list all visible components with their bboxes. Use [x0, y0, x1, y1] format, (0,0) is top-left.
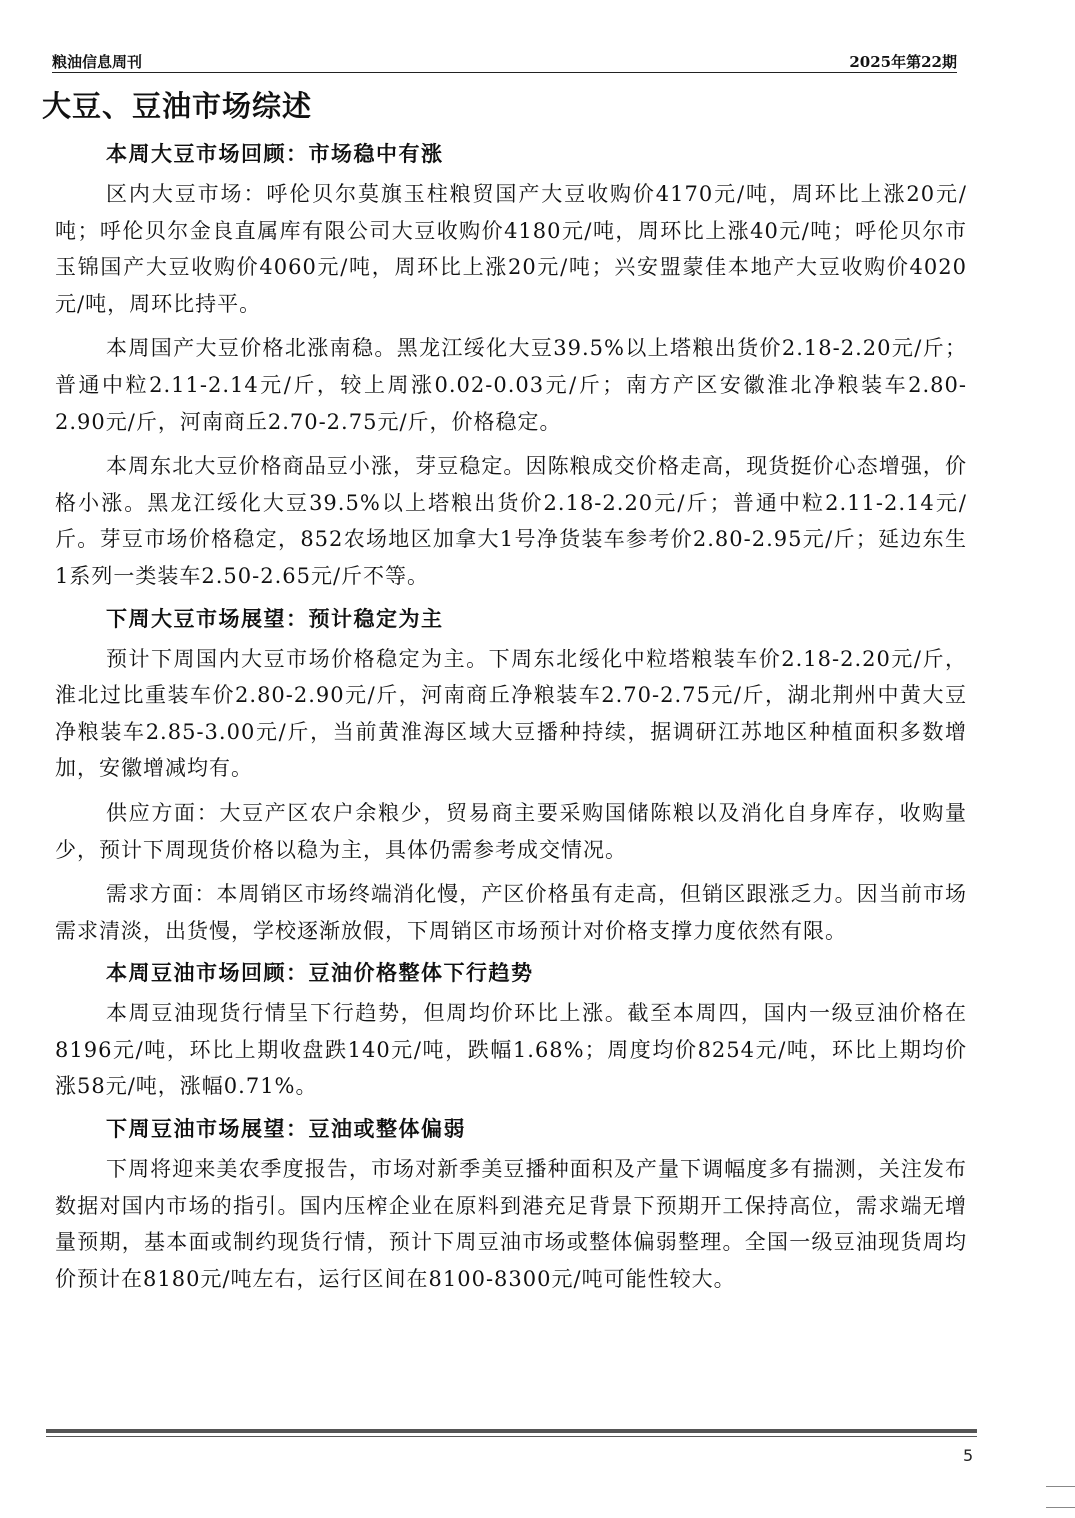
paragraph: 预计下周国内大豆市场价格稳定为主。下周东北绥化中粒塔粮装车价2.18-2.20元/斤，淮北过比重装车价2.80-2.90元/斤，河南商丘净粮装车2.70-2.75元/斤，湖北荆州中黄大豆净粮装车2.85-3.00元/斤，当前黄淮海区域大豆播种持续，据调研江苏地区种植面积多数增加，安徽增减均有。: [55, 646, 967, 781]
paragraph: 区内大豆市场：呼伦贝尔莫旗玉柱粮贸国产大豆收购价4170元/吨，周环比上涨20元/吨；呼伦贝尔金良直属库有限公司大豆收购价4180元/吨，周环比上涨40元/吨；呼伦贝尔市玉锦国产大豆收购价4060元/吨，周环比上涨20元/吨；兴安盟蒙佳本地产大豆收购价4020元/吨，周环比持平。: [55, 182, 967, 316]
paragraph: 本周东北大豆价格商品豆小涨，芽豆稳定。因陈粮成交价格走高，现货挺价心态增强，价格小涨。黑龙江绥化大豆39.5%以上塔粮出货价2.18-2.20元/斤；普通中粒2.11-2.14元/斤。芽豆市场价格稳定，852农场地区加拿大1号净货装车参考价2.80-2.95元/斤；延边东生1系列一类装车2.50-2.65元/斤不等。: [55, 454, 967, 588]
paragraph: 下周将迎来美农季度报告，市场对新季美豆播种面积及产量下调幅度多有揣测，关注发布数据对国内市场的指引。国内压榨企业在原料到港充足背景下预期开工保持高位，需求端无增量预期，基本面或制约现货行情，预计下周豆油市场或整体偏弱整理。全国一级豆油现货周均价预计在8180元/吨左右，运行区间在8100-8300元/吨可能性较大。: [55, 1157, 967, 1291]
header-divider: [52, 72, 957, 73]
section-heading-soybean-review: 本周大豆市场回顾：市场稳中有涨: [106, 141, 444, 166]
paragraph: 本周国产大豆价格北涨南稳。黑龙江绥化大豆39.5%以上塔粮出货价2.18-2.20元/斤；普通中粒2.11-2.14元/斤，较上周涨0.02-0.03元/斤；南方产区安徽淮北净粮装车2.80-2.90元/斤，河南商丘2.70-2.75元/斤，价格稳定。: [55, 336, 967, 434]
paragraph: 供应方面：大豆产区农户余粮少，贸易商主要采购国储陈粮以及消化自身库存，收购量少，预计下周现货价格以稳为主，具体仍需参考成交情况。: [55, 800, 967, 862]
footer-divider-thick: [46, 1429, 977, 1433]
footer-divider-thin: [46, 1436, 977, 1437]
article-body: [55, 138, 967, 1305]
crop-mark: [1046, 1507, 1075, 1508]
page-number: 5: [963, 1446, 974, 1465]
issue-number: 2025年第22期: [849, 53, 957, 71]
publication-name: 粮油信息周刊: [52, 53, 143, 71]
paragraph: 需求方面：本周销区市场终端消化慢，产区价格虽有走高，但销区跟涨乏力。因当前市场需求清淡，出货慢，学校逐渐放假，下周销区市场预计对价格支撑力度依然有限。: [55, 882, 967, 943]
page-header: [52, 50, 957, 72]
crop-mark: [1046, 1486, 1075, 1487]
section-heading-soyoil-outlook: 下周豆油市场展望：豆油或整体偏弱: [106, 1116, 466, 1142]
paragraph: 本周豆油现货行情呈下行趋势，但周均价环比上涨。截至本周四，国内一级豆油价格在8196元/吨，环比上期收盘跌140元/吨，跌幅1.68%；周度均价8254元/吨，环比上期均价涨58元/吨，涨幅0.71%。: [55, 1001, 967, 1099]
section-heading-soybean-outlook: 下周大豆市场展望：预计稳定为主: [106, 605, 444, 631]
section-heading-soyoil-review: 本周豆油市场回顾：豆油价格整体下行趋势: [106, 960, 534, 986]
page-title: 大豆、豆油市场综述: [42, 89, 313, 123]
